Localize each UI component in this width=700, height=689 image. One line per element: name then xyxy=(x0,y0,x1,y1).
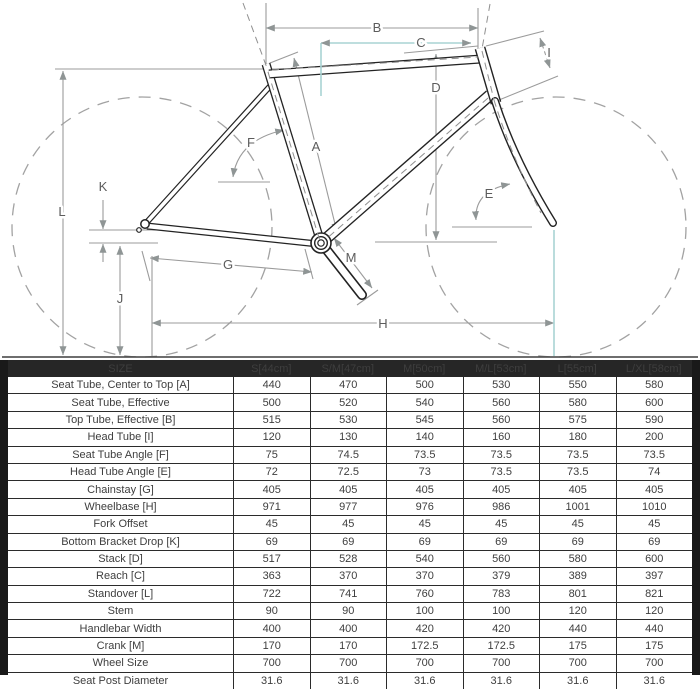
table-cell: 73.5 xyxy=(463,464,540,480)
table-cell: 500 xyxy=(386,377,463,393)
table-cell: 31.6 xyxy=(310,673,387,689)
table-cell: 31.6 xyxy=(386,673,463,689)
dim-label-f: F xyxy=(247,135,255,150)
table-row xyxy=(8,655,692,672)
table-cell: 405 xyxy=(310,481,387,497)
table-cell: 72 xyxy=(233,464,310,480)
dim-label-i: I xyxy=(547,45,551,60)
row-label: Seat Tube, Effective xyxy=(71,396,170,409)
table-cell: 440 xyxy=(233,377,310,393)
rear-dropout xyxy=(141,220,149,228)
table-cell: 74 xyxy=(616,464,693,480)
table-cell: 170 xyxy=(310,638,387,654)
table-cell: 69 xyxy=(616,534,693,550)
table-cell: 700 xyxy=(233,655,310,671)
table-cell: 69 xyxy=(233,534,310,550)
table-header-col: S[44cm] xyxy=(251,362,292,375)
table-cell: 977 xyxy=(310,499,387,515)
table-cell: 180 xyxy=(539,429,616,445)
table-cell: 379 xyxy=(463,568,540,584)
dim-label-k: K xyxy=(98,179,108,194)
row-label: Chainstay [G] xyxy=(87,483,154,496)
table-cell: 420 xyxy=(386,620,463,636)
table-cell: 370 xyxy=(386,568,463,584)
table-cell: 400 xyxy=(233,620,310,636)
table-cell: 550 xyxy=(539,377,616,393)
table-cell: 722 xyxy=(233,586,310,602)
dim-label-j: J xyxy=(116,291,124,306)
table-cell: 75 xyxy=(233,447,310,463)
table-cell: 1001 xyxy=(539,499,616,515)
table-row xyxy=(8,447,692,464)
table-cell: 160 xyxy=(463,429,540,445)
table-row xyxy=(8,586,692,603)
table-row xyxy=(8,481,692,498)
row-label: Wheelbase [H] xyxy=(84,500,157,513)
table-cell: 172.5 xyxy=(463,638,540,654)
table-cell: 130 xyxy=(310,429,387,445)
table-cell: 500 xyxy=(233,394,310,410)
dim-label-d: D xyxy=(431,80,441,95)
dim-label-l: L xyxy=(58,204,66,219)
table-cell: 580 xyxy=(616,377,693,393)
table-cell: 575 xyxy=(539,412,616,428)
table-cell: 440 xyxy=(539,620,616,636)
table-cell: 100 xyxy=(463,603,540,619)
table-cell: 120 xyxy=(233,429,310,445)
table-header-size: SIZE xyxy=(108,362,133,375)
table-cell: 420 xyxy=(463,620,540,636)
table-cell: 397 xyxy=(616,568,693,584)
row-label: Seat Tube, Center to Top [A] xyxy=(51,379,190,392)
table-cell: 560 xyxy=(463,551,540,567)
table-cell: 530 xyxy=(463,377,540,393)
table-cell: 45 xyxy=(463,516,540,532)
table-cell: 100 xyxy=(386,603,463,619)
table-cell: 700 xyxy=(386,655,463,671)
table-cell: 175 xyxy=(539,638,616,654)
table-cell: 530 xyxy=(310,412,387,428)
row-label: Stack [D] xyxy=(98,553,143,566)
table-row xyxy=(8,568,692,585)
table-cell: 405 xyxy=(233,481,310,497)
table-cell: 528 xyxy=(310,551,387,567)
table-cell: 405 xyxy=(463,481,540,497)
table-cell: 405 xyxy=(386,481,463,497)
row-label: Seat Post Diameter xyxy=(72,674,169,687)
row-label: Top Tube, Effective [B] xyxy=(65,413,176,426)
row-label: Fork Offset xyxy=(93,518,148,531)
table-cell: 517 xyxy=(233,551,310,567)
table-cell: 73 xyxy=(386,464,463,480)
table-cell: 73.5 xyxy=(616,447,693,463)
table-cell: 560 xyxy=(463,394,540,410)
table-cell: 600 xyxy=(616,551,693,567)
table-cell: 45 xyxy=(386,516,463,532)
table-cell: 520 xyxy=(310,394,387,410)
table-cell: 821 xyxy=(616,586,693,602)
table-row xyxy=(8,499,692,516)
table-cell: 515 xyxy=(233,412,310,428)
table-cell: 580 xyxy=(539,394,616,410)
table-cell: 976 xyxy=(386,499,463,515)
table-cell: 590 xyxy=(616,412,693,428)
table-row xyxy=(8,429,692,446)
table-cell: 405 xyxy=(539,481,616,497)
table-row xyxy=(8,377,692,394)
row-label: Standover [L] xyxy=(87,587,154,600)
table-cell: 700 xyxy=(539,655,616,671)
dim-label-g: G xyxy=(222,257,234,272)
table-cell: 741 xyxy=(310,586,387,602)
table-cell: 69 xyxy=(539,534,616,550)
table-cell: 700 xyxy=(310,655,387,671)
row-label: Bottom Bracket Drop [K] xyxy=(61,535,180,548)
row-label: Wheel Size xyxy=(92,657,149,670)
table-cell: 31.6 xyxy=(539,673,616,689)
table-cell: 560 xyxy=(463,412,540,428)
dim-label-e: E xyxy=(484,186,494,201)
table-cell: 783 xyxy=(463,586,540,602)
table-cell: 170 xyxy=(233,638,310,654)
size-table xyxy=(0,360,700,687)
table-cell: 73.5 xyxy=(386,447,463,463)
row-label: Head Tube Angle [E] xyxy=(70,466,171,479)
dim-label-h: H xyxy=(378,316,388,331)
table-header-col: M/L[53cm] xyxy=(475,362,527,375)
table-body xyxy=(8,377,692,689)
table-cell: 801 xyxy=(539,586,616,602)
table-cell: 72.5 xyxy=(310,464,387,480)
table-cell: 69 xyxy=(463,534,540,550)
table-cell: 31.6 xyxy=(616,673,693,689)
table-cell: 31.6 xyxy=(463,673,540,689)
table-header-col: L[55cm] xyxy=(557,362,597,375)
table-cell: 370 xyxy=(310,568,387,584)
table-header-col: L/XL[58cm] xyxy=(625,362,682,375)
table-cell: 45 xyxy=(616,516,693,532)
dim-label-c: C xyxy=(416,35,426,50)
table-cell: 540 xyxy=(386,551,463,567)
row-label: Handlebar Width xyxy=(79,622,162,635)
table-cell: 600 xyxy=(616,394,693,410)
table-cell: 540 xyxy=(386,394,463,410)
table-cell: 580 xyxy=(539,551,616,567)
table-cell: 73.5 xyxy=(539,464,616,480)
table-cell: 545 xyxy=(386,412,463,428)
table-cell: 90 xyxy=(310,603,387,619)
table-cell: 389 xyxy=(539,568,616,584)
table-cell: 200 xyxy=(616,429,693,445)
dim-label-a: A xyxy=(311,139,321,154)
table-row xyxy=(8,464,692,481)
table-cell: 405 xyxy=(616,481,693,497)
table-row xyxy=(8,638,692,655)
table-cell: 172.5 xyxy=(386,638,463,654)
table-row xyxy=(8,673,692,689)
table-row xyxy=(8,534,692,551)
table-cell: 120 xyxy=(616,603,693,619)
dim-label-m: M xyxy=(345,250,357,265)
row-label: Head Tube [I] xyxy=(87,431,154,444)
table-cell: 45 xyxy=(233,516,310,532)
table-cell: 440 xyxy=(616,620,693,636)
table-cell: 45 xyxy=(539,516,616,532)
table-cell: 120 xyxy=(539,603,616,619)
table-header-col: M[50cm] xyxy=(403,362,446,375)
table-cell: 69 xyxy=(386,534,463,550)
row-label: Reach [C] xyxy=(96,570,145,583)
table-header-row xyxy=(8,360,692,377)
table-cell: 69 xyxy=(310,534,387,550)
table-cell: 73.5 xyxy=(463,447,540,463)
table-cell: 1010 xyxy=(616,499,693,515)
table-cell: 175 xyxy=(616,638,693,654)
row-label: Stem xyxy=(107,605,134,618)
table-row xyxy=(8,412,692,429)
row-label: Seat Tube Angle [F] xyxy=(72,448,169,461)
table-cell: 470 xyxy=(310,377,387,393)
table-row xyxy=(8,620,692,637)
table-cell: 700 xyxy=(616,655,693,671)
table-cell: 971 xyxy=(233,499,310,515)
table-cell: 140 xyxy=(386,429,463,445)
table-cell: 74.5 xyxy=(310,447,387,463)
table-cell: 31.6 xyxy=(233,673,310,689)
table-cell: 700 xyxy=(463,655,540,671)
table-row xyxy=(8,516,692,533)
dim-label-b: B xyxy=(372,20,382,35)
row-label: Crank [M] xyxy=(96,640,145,653)
table-row xyxy=(8,394,692,411)
table-cell: 400 xyxy=(310,620,387,636)
table-cell: 45 xyxy=(310,516,387,532)
table-cell: 90 xyxy=(233,603,310,619)
table-row xyxy=(8,603,692,620)
table-cell: 73.5 xyxy=(539,447,616,463)
table-header-col: S/M[47cm] xyxy=(321,362,375,375)
table-cell: 363 xyxy=(233,568,310,584)
table-row xyxy=(8,551,692,568)
table-cell: 986 xyxy=(463,499,540,515)
table-cell: 760 xyxy=(386,586,463,602)
